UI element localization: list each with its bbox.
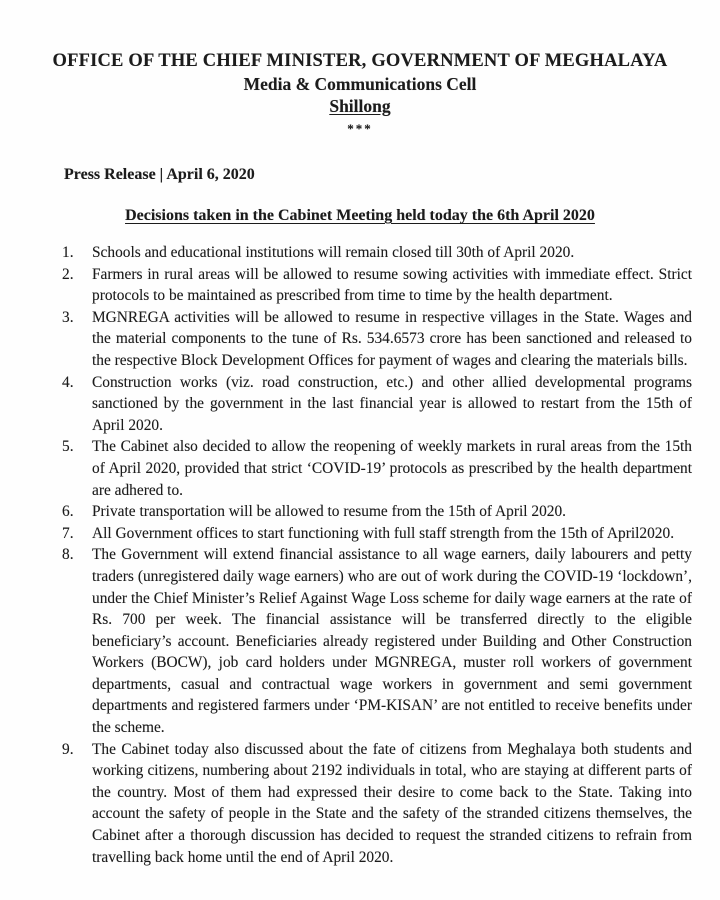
list-item: [62, 523, 692, 545]
item-number: 6.: [62, 503, 74, 521]
document-title: Decisions taken in the Cabinet Meeting held today the 6th April 2020: [125, 207, 595, 224]
item-text: All Government offices to start functioning with full staff strength from the 15th of April2020.: [92, 524, 675, 542]
document-header: [0, 0, 720, 139]
item-number: 8.: [62, 546, 74, 564]
decision-list: [62, 242, 692, 868]
media-cell-subtitle: Media & Communications Cell: [243, 74, 477, 94]
item-number: 7.: [62, 524, 74, 542]
list-item: [62, 307, 692, 372]
item-text: Farmers in rural areas will be allowed to resume sowing activities with immediate effect. Strict protocols to be maintained as prescribed from time to time by the health department.: [92, 265, 692, 305]
item-number: 5.: [62, 438, 74, 456]
list-item: [62, 739, 692, 869]
list-item: [62, 544, 692, 738]
list-item: [62, 242, 692, 264]
office-title: OFFICE OF THE CHIEF MINISTER, GOVERNMENT OF MEGHALAYA: [52, 51, 668, 71]
city-subtitle: Shillong: [329, 96, 391, 116]
list-item: [62, 372, 692, 437]
press-release-dateline: Press Release | April 6, 2020: [64, 166, 255, 183]
item-text: Schools and educational institutions will remain closed till 30th of April 2020.: [92, 244, 575, 261]
item-text: The Government will extend financial assistance to all wage earners, daily labourers and petty traders (unregistered daily wage earners) who are out of work during the COVID-19 ‘lockdown’, under the Chief Minister’s Relief Against Wage Loss scheme for daily wage earners at the rate of Rs. 700 per week. The financial assistance will be transferred directly to the eligible beneficiary’s account. Beneficiaries already registered under Building and Other Construction Workers (BOCW), job card holders under MGNREGA, muster roll workers of government departments, casual and contractual wage workers in government and semi government departments and registered farmers under ‘PM-KISAN’ are not entitled to receive benefits under the scheme.: [92, 546, 692, 737]
item-number: 3.: [62, 308, 74, 326]
item-number: 1.: [62, 244, 74, 261]
item-number: 2.: [62, 265, 74, 283]
item-text: MGNREGA activities will be allowed to resume in respective villages in the State. Wages and the material components to the tune of Rs. 534.6573 crore has been sanctioned and released to the respective Block Development Offices for payment of wages and clearing the materials bills.: [92, 308, 692, 369]
item-text: The Cabinet also decided to allow the reopening of weekly markets in rural areas from the 15th of April 2020, provided that strict ‘COVID-19’ protocols as prescribed by the health department are adhered to.: [92, 438, 692, 499]
item-number: 4.: [62, 373, 74, 391]
list-item: [62, 501, 692, 523]
separator-stars: ***: [347, 121, 373, 136]
item-text: Construction works (viz. road construction, etc.) and other allied developmental programs sanctioned by the government in the last financial year is allowed to restart from the 15th of April 2020.: [92, 373, 692, 434]
item-number: 9.: [62, 740, 74, 758]
list-item: [62, 436, 692, 501]
item-text: The Cabinet today also discussed about the fate of citizens from Meghalaya both students and working citizens, numbering about 2192 individuals in total, who are staying at different parts of the country. Most of them had expressed their desire to come back to the State. Taking into account the safety of people in the State and the safety of the stranded citizens themselves, the Cabinet after a thorough discussion has decided to request the stranded citizens to refrain from travelling back home until the end of April 2020.: [92, 740, 692, 866]
item-text: Private transportation will be allowed to resume from the 15th of April 2020.: [92, 503, 567, 521]
list-item: [62, 264, 692, 307]
